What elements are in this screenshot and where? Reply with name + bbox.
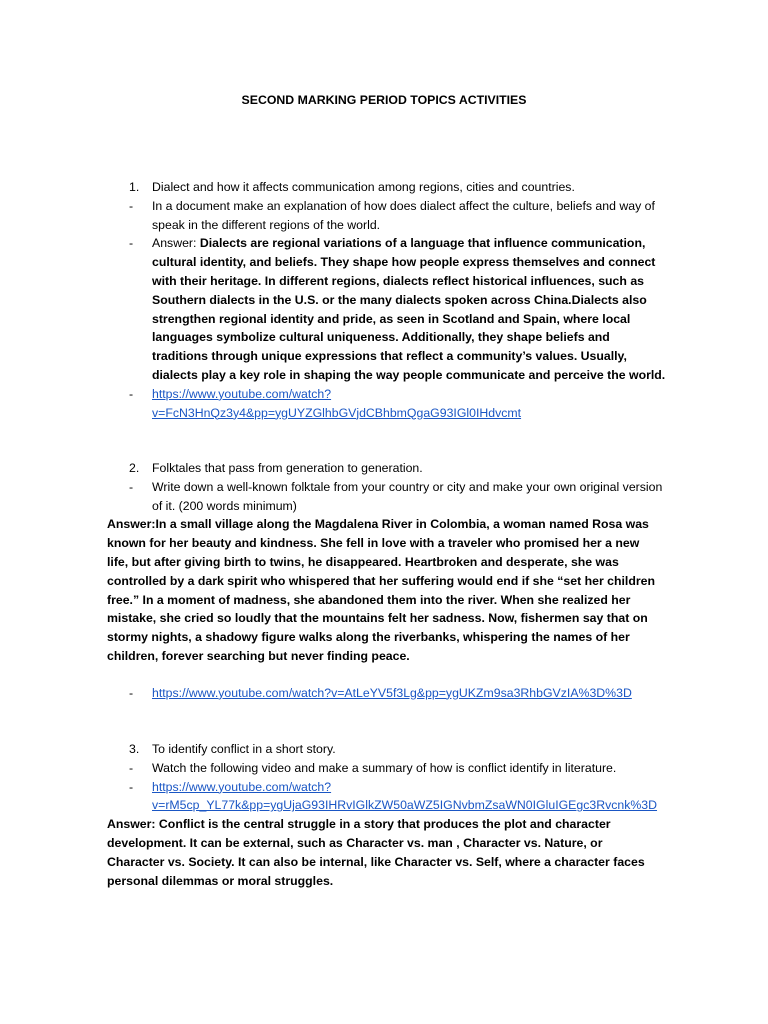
list-item bbox=[107, 740, 667, 759]
video-link[interactable]: https://www.youtube.com/watch?v=AtLeYV5f3Lg&pp=ygUKZm9sa3RhbGVzIA%3D%3D bbox=[152, 685, 632, 700]
answer-block bbox=[152, 234, 667, 384]
video-link-block bbox=[152, 385, 667, 423]
section-2 bbox=[107, 459, 667, 703]
task-text: Write down a well-known folktale from your country or city and make your own original version of it. (200 words minimum) bbox=[152, 479, 663, 513]
list-item bbox=[107, 197, 667, 235]
dash-bullet: - bbox=[129, 386, 134, 401]
video-link-part[interactable]: v=rM5cp_YL77k&pp=ygUjaG93IHRvIGlkZW50aWZ5IGNvbmZsaWN0IGluIGEgc3Rvcnk%3D bbox=[152, 798, 658, 813]
task-text: Watch the following video and make a summary of how is conflict identify in literature. bbox=[152, 760, 617, 775]
page-title: SECOND MARKING PERIOD TOPICS ACTIVITIES bbox=[241, 93, 527, 107]
video-link-part[interactable]: v=FcN3HnQz3y4&pp=ygUYZGlhbGVjdCBhbmQgaG93IGl0IHdvcmt bbox=[152, 405, 522, 420]
dash-bullet: - bbox=[129, 236, 134, 251]
list-item bbox=[107, 778, 667, 816]
list-item bbox=[107, 759, 667, 778]
answer-text: Dialects are regional variations of a language that influence communication, cultural identity, and beliefs. They shape how people express themselves and connect with their heritage. In different regions, dialects reflect historical influences, such as Southern dialects in the U.S. or the many dialects spoken across China.Dialects also strengthen regional identity and pride, as seen in Scotland and Spain, where local languages symbolize cultural uniqueness. Additionally, they shape beliefs and traditions through unique expressions that reflect a community’s values. Usually, dialects play a key role in shaping the way people communicate and perceive the world. bbox=[152, 236, 666, 382]
list-item bbox=[107, 178, 667, 197]
video-link-block bbox=[152, 778, 667, 816]
answer-label: Answer: bbox=[152, 236, 200, 251]
item-number: 1. bbox=[129, 180, 140, 194]
list-item bbox=[107, 478, 667, 516]
item-number: 2. bbox=[129, 461, 140, 475]
list-item bbox=[107, 385, 667, 423]
video-link-part[interactable]: https://www.youtube.com/watch? bbox=[152, 779, 332, 794]
list-item bbox=[107, 234, 667, 384]
dash-bullet: - bbox=[129, 198, 134, 213]
video-link[interactable] bbox=[152, 780, 657, 813]
item-heading: To identify conflict in a short story. bbox=[152, 742, 336, 756]
video-link[interactable] bbox=[152, 387, 521, 420]
item-heading: Dialect and how it affects communication among regions, cities and countries. bbox=[152, 180, 575, 194]
dash-bullet: - bbox=[129, 779, 134, 794]
dash-bullet: - bbox=[129, 685, 134, 700]
list-item bbox=[107, 684, 667, 703]
section-1 bbox=[107, 178, 667, 422]
answer-text: Answer:In a small village along the Magdalena River in Colombia, a woman named Rosa was known for her beauty and kindness. She fell in love with a traveler who promised her a new life, but after giving birth to twins, he disappeared. Heartbroken and desperate, she was controlled by a dark spirit who whispered that her suffering would end if she “set her children free.” In a moment of madness, she abandoned them into the river. When she realized her mistake, she cried so loudly that the mountains felt her sadness. Now, fishermen say that on stormy nights, a shadowy figure walks along the riverbanks, whispering the names of her children, forever searching but never finding peace. bbox=[107, 517, 655, 663]
dash-bullet: - bbox=[129, 760, 134, 775]
section-3 bbox=[107, 740, 667, 890]
list-item bbox=[107, 459, 667, 478]
dash-bullet: - bbox=[129, 479, 134, 494]
task-text: In a document make an explanation of how does dialect affect the culture, beliefs and way of speak in the different regions of the world. bbox=[152, 198, 655, 232]
item-heading: Folktales that pass from generation to generation. bbox=[152, 461, 423, 475]
answer-text: Answer: Conflict is the central struggle in a story that produces the plot and character development. It can be external, such as Character vs. man , Character vs. Nature, or Character vs. Society. It can also be internal, like Character vs. Self, where a character faces personal dilemmas or moral struggles. bbox=[107, 817, 645, 888]
video-link-part[interactable]: https://www.youtube.com/watch? bbox=[152, 386, 332, 401]
item-number: 3. bbox=[129, 742, 140, 756]
